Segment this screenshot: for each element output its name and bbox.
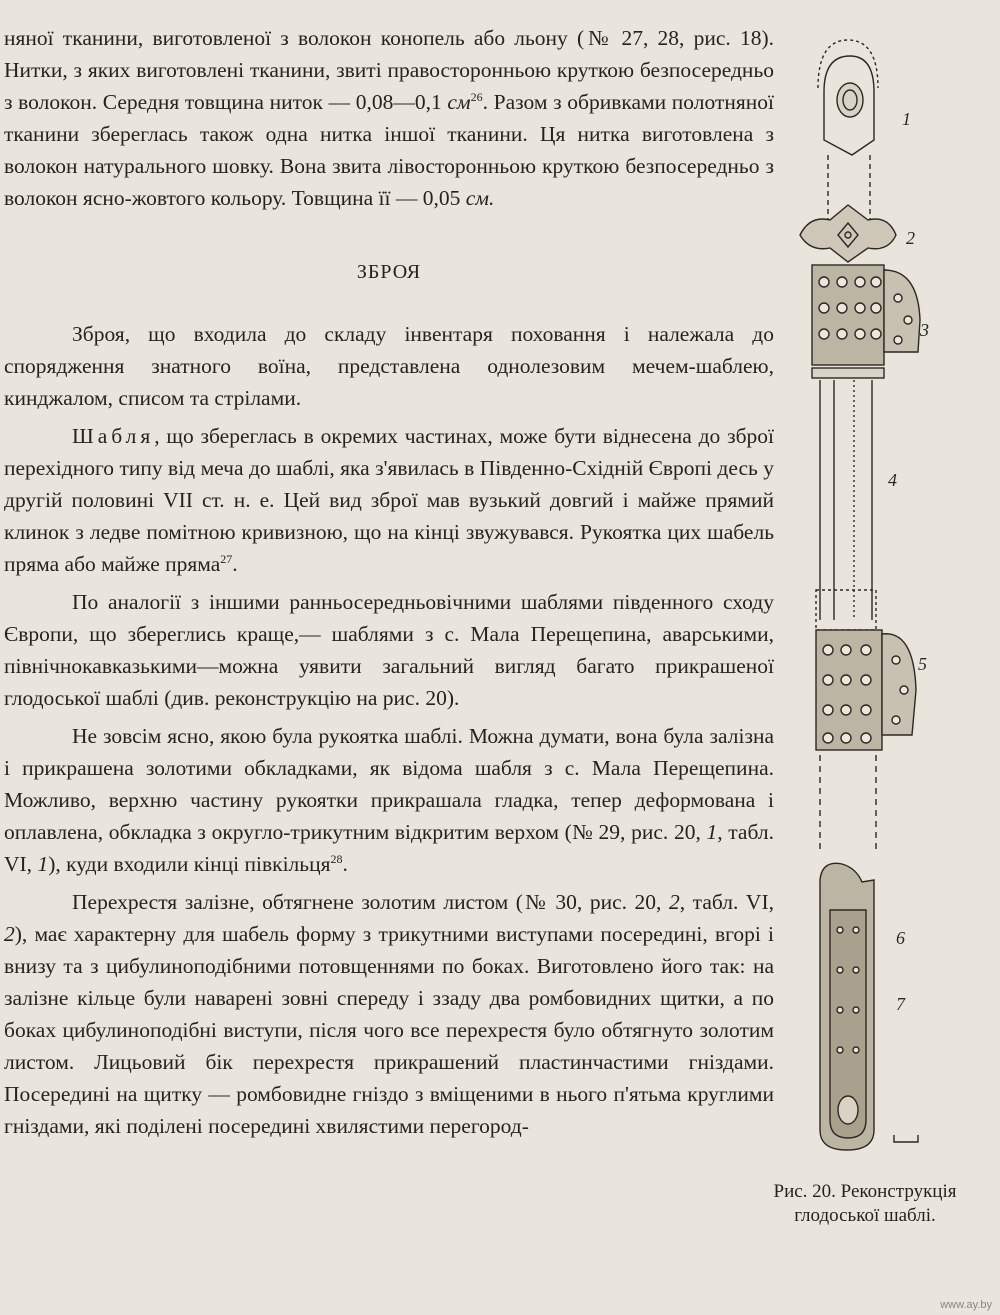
footnote-ref-28: 28	[330, 851, 343, 866]
paragraph-crossguard: Перехрестя залізне, обтягнене золотим листом (№ 30, рис. 20, 2, табл. VI, 2), має характерну для шабель форму з трикутними виступами посередині, вгорі і внизу та з цибулиноподібними потовщеннями по боках. Виготовлено його так: на залізне кільце були наварені зовні спереду і ззаду два ромбовидних щитки, а по боках цибулиноподібні виступи, після чого все перехрестя було обтягнуто золотим листом. Лицьовий бік перехрестя прикрашений пластинчастими гніздами. Посередині на щитку — ромбовидне гніздо з вміщеними в нього п'ятьма круглими гніздами, які поділені посередині хвилястими перегород-	[4, 890, 774, 1138]
figure-caption: Рис. 20. Реконструкція глодоської шаблі.	[773, 1181, 957, 1226]
paragraph-analogy: По аналогії з іншими ранньосередньовічними шаблями південного сходу Європи, що збереглись краще,— шаблями з с. Мала Перещепина, аварськими, північнокавказькими—можна уявити загальний вигляд багато прикрашеної глодоської шаблі (див. реконструкцію на рис. 20).	[4, 590, 774, 710]
footnote-ref-26: 26	[470, 89, 483, 104]
figure-label-3: 3	[920, 320, 929, 340]
paragraph-weapons-intro: Зброя, що входила до складу інвентаря поховання і належала до спорядження знатного воїна, представлена однолезовим мечем-шаблею, кинджалом, списом та стрілами.	[4, 322, 774, 410]
unit-cm: см.	[465, 186, 495, 210]
figure-label-7: 7	[896, 994, 905, 1014]
paragraph-sabre: Шабля, що збереглась в окремих частинах, може бути віднесена до зброї перехідного типу від меча до шаблі, яка з'явилась в Південно-Східній Європі десь у другій половині VII ст. н. е. Цей вид зброї мав вузький довгий і майже прямий клинок з ледве помітною кривизною, що на кінці звужувався. Рукоятка цих шабель пряма або майже пряма$^{27}$.	[4, 424, 774, 576]
sabre-reconstruction-figure	[790, 30, 930, 1160]
figure-label-1: 1	[902, 109, 911, 129]
upper-scabbard-fitting	[812, 265, 920, 378]
watermark: www.ay.by	[940, 1299, 992, 1311]
lower-scabbard-fitting	[816, 630, 916, 850]
section-heading: ЗБРОЯ	[356, 261, 422, 283]
scabbard-body	[816, 380, 876, 630]
text-column	[4, 22, 774, 1148]
figure-label-5: 5	[918, 654, 927, 674]
figure-label-2: 2	[906, 228, 915, 248]
figure-label-6: 6	[896, 928, 905, 948]
footnote-ref-27: 27	[220, 551, 233, 566]
figure-label-4: 4	[888, 470, 897, 490]
crossguard-drawing	[800, 205, 896, 262]
pommel-drawing	[818, 40, 878, 220]
term-sabre: Шабля	[72, 424, 155, 448]
paragraph-handle: Не зовсім ясно, якою була рукоятка шаблі. Можна думати, вона була залізна і прикрашена золотими обкладками, як відома шабля з с. Мала Перещепина. Можливо, верхню частину рукоятки прикрашала гладка, тепер деформована і оплавлена, обкладка з округло-трикутним відкритим верхом (№ 29, рис. 20, 1, табл. VI, 1), куди входили кінці півкільця$^{28}$.	[4, 724, 774, 876]
paragraph-continued: няної тканини, виготовленої з волокон конопель або льону (№ 27, 28, рис. 18). Нитки, з яких виготовлені тканини, звиті правосторонньою круткою безпосередньо з волокон. Середня товщина ниток — 0,08—0,1 $см^{26}$. Разом з обривками полотняної тканини збереглась також одна нитка іншої тканини. Ця нитка виготовлена з волокон натурального шовку. Вона звита лівосторонньою круткою безпосередньо з волокон ясно-жовтого кольору. Товщина її — 0,05 см.	[4, 26, 774, 210]
unit-cm: см	[447, 90, 471, 114]
